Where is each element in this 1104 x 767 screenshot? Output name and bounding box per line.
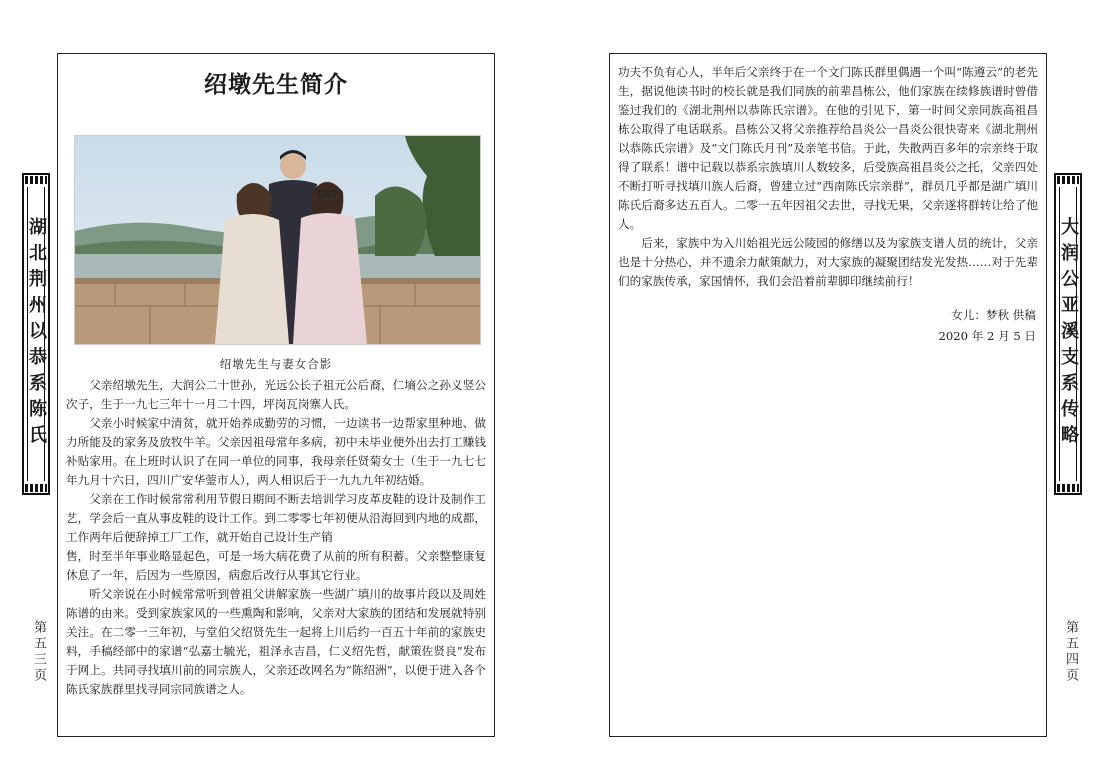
left-side-tab [22, 173, 50, 495]
left-side-tab-text: 湖北荆州以恭系陈氏 [27, 187, 45, 481]
continued-text [618, 63, 1038, 291]
photo-caption: 绍墩先生与妻女合影 [219, 357, 333, 371]
left-page-number: 第五三页 [31, 620, 46, 684]
right-page-number: 第五四页 [1063, 620, 1078, 684]
family-photo [74, 135, 481, 345]
paragraph: 父亲绍墩先生，大润公二十世孙，光远公长子祖元公后裔，仁墒公之孙义竖公次子，生于一九七三年十一月二十四，坪岗瓦岗寨人氏。 [66, 378, 486, 411]
left-page [57, 53, 495, 737]
biography-text [66, 376, 486, 699]
right-page [609, 53, 1047, 737]
author-signature: 女儿：梦秋 供稿 [951, 308, 1036, 322]
right-side-tab-text: 大润公亚溪支系传略 [1059, 187, 1077, 481]
date: 2020 年 2 月 5 日 [938, 329, 1036, 343]
right-side-tab [1054, 173, 1082, 495]
paragraph: 父亲在工作时候常常利用节假日期间不断去培训学习皮革皮鞋的设计及制作工艺，学会后一直从事皮鞋的设计工作。到二零零七年初便从沿海回到内地的成都，工作两年后便辞掉工厂工作，就开始自己设计生产销 [66, 492, 486, 544]
paragraph: 父亲小时候家中清贫，就开始养成勤劳的习惯，一边读书一边帮家里种地、做力所能及的家务及放牧牛羊。父亲因祖母常年多病，初中未毕业便外出去打工赚钱补贴家用。在上班时认识了在同一单位的同事，我母亲任贤菊女士（生于一九七七年九月十六日，四川广安华蓥市人），两人相识后于一九九九年初结婚。 [66, 416, 486, 487]
paragraph: 听父亲说在小时候常常听到曾祖父讲解家族一些湖广填川的故事片段以及周姓陈谱的由来。受到家族家风的一些熏陶和影响，父亲对大家族的团结和发展就特别关注。在二零一三年初，与堂伯父绍贤先生一起将上川后约一百五十年前的家族史料，手稿经部中的家谱“弘嘉士毓光，祖泽永吉昌，仁义绍先哲，献策佐贤良”发布于网上。共同寻找填川前的同宗族人，父亲还改网名为“陈绍洲”，以便于进入各个陈氏家族群里找寻同宗同族谱之人。 [66, 587, 486, 696]
page-title: 绍墩先生简介 [204, 71, 348, 98]
paragraph: 后来，家族中为入川始祖光远公陵园的修缮以及为家族支谱人员的统计，父亲也是十分热心，并不遗余力献策献力，对大家族的凝聚团结发光发热……对于先辈们的家族传承，家国情怀，我们会沿着前辈脚印继续前行！ [618, 236, 1038, 288]
signature-block [939, 305, 1036, 347]
paragraph: 售，时至半年事业略显起色，可是一场大病花费了从前的所有积蓄。父亲整整康复休息了一年，后因为一些原因，病愈后改行从事其它行业。 [66, 549, 486, 582]
paragraph: 功夫不负有心人，半年后父亲终于在一个文门陈氏群里偶遇一个叫“陈遵云”的老先生，据说他读书时的校长就是我们同族的前辈昌栋公，他们家族在续修族谱时曾借鉴过我们的《湖北荆州以恭陈氏宗谱》。在他的引见下，第一时间父亲同族高祖昌栋公取得了电话联系。昌栋公又将父亲推荐给昌炎公一昌炎公很快寄来《湖北荆州以恭陈氏宗谱》及“文门陈氏月刊”及亲笔书信。于此，失散两百多年的宗亲终于取得了联系！谱中记载以恭系宗族填川人数较多，后受族高祖昌炎公之托，父亲四处不断打听寻找填川族人后裔，曾建立过“西南陈氏宗亲群”，群员几乎都是湖广填川陈氏后裔多达五百人。二零一五年因祖父去世，寻找无果，父亲遂将群转让给了他人。 [618, 65, 1038, 231]
